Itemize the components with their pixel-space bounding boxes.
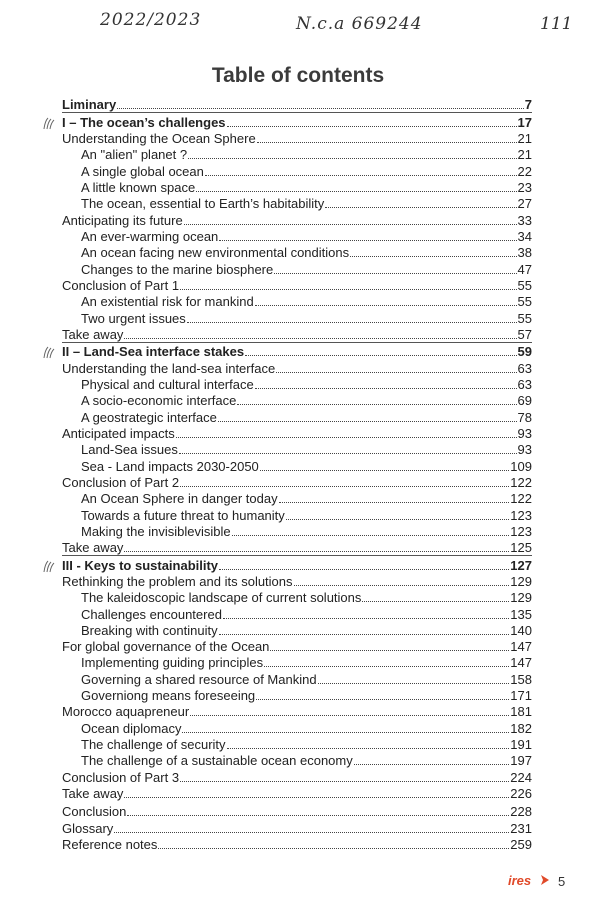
toc-entry-label: The challenge of a sustainable ocean economy	[81, 753, 353, 769]
toc-entry[interactable]	[62, 130, 532, 146]
handwritten-annotations	[0, 6, 596, 36]
toc-entry-page: 191	[510, 737, 532, 753]
toc-entry-label: Changes to the marine biosphere	[81, 261, 274, 277]
toc-entry-label: Anticipating its future	[62, 212, 183, 228]
dot-leader	[227, 748, 510, 749]
toc-entry[interactable]	[62, 392, 532, 408]
dot-leader	[124, 551, 509, 552]
toc-entry-page: 17	[517, 114, 532, 130]
brand-arrow-icon	[541, 875, 549, 885]
toc-entry-label: Land-Sea issues	[81, 442, 178, 458]
dot-leader	[127, 815, 509, 816]
toc-entry-page: 7	[524, 97, 532, 113]
toc-entry[interactable]	[62, 244, 532, 260]
toc-entry-label: A single global ocean	[81, 163, 204, 179]
toc-entry[interactable]	[62, 359, 532, 375]
toc-entry[interactable]	[62, 457, 532, 473]
toc-entry[interactable]	[62, 654, 532, 670]
toc-entry-label: Understanding the Ocean Sphere	[62, 130, 256, 146]
toc-entry-label: Liminary	[62, 97, 117, 113]
toc-entry-label: III - Keys to sustainability	[62, 557, 219, 573]
toc-entry-page: 122	[510, 491, 532, 507]
dot-leader	[294, 585, 510, 586]
toc-entry-page: 21	[517, 130, 532, 146]
toc-entry-label: Sea - Land impacts 2030-2050	[81, 458, 259, 474]
toc-entry[interactable]	[62, 293, 532, 309]
toc-entry-label: A geostrategic interface	[81, 409, 217, 425]
toc-entry-page: 181	[510, 704, 532, 720]
toc-entry-label: An ever-warming ocean	[81, 228, 219, 244]
toc-entry-page: 55	[517, 310, 532, 326]
dot-leader	[286, 519, 510, 520]
handwritten-year: 2022/2023	[100, 10, 202, 30]
toc-entry-page: 93	[517, 425, 532, 441]
dot-leader	[187, 322, 517, 323]
toc-entry-label: I – The ocean’s challenges	[62, 114, 226, 130]
dot-leader	[362, 601, 509, 602]
toc-entry[interactable]	[62, 425, 532, 441]
toc-entry[interactable]	[62, 309, 532, 325]
toc-entry-label: Morocco aquapreneur	[62, 704, 190, 720]
toc-entry-label: Governing a shared resource of Mankind	[81, 671, 317, 687]
dot-leader	[257, 142, 517, 143]
toc-entry-page: 127	[510, 557, 532, 573]
toc-entry[interactable]	[62, 523, 532, 539]
handwritten-number: 111	[540, 14, 573, 34]
toc-entry[interactable]	[62, 589, 532, 605]
dot-leader	[196, 191, 516, 192]
dot-leader	[264, 666, 509, 667]
toc-entry-label: Challenges encountered	[81, 606, 222, 622]
dot-leader	[205, 175, 517, 176]
dot-leader	[117, 108, 524, 109]
toc-entry[interactable]	[62, 539, 532, 555]
dot-leader	[232, 535, 510, 536]
toc-entry-label: Two urgent issues	[81, 310, 186, 326]
toc-entry-label: The ocean, essential to Earth’s habitability	[81, 196, 325, 212]
dot-leader	[276, 372, 516, 373]
toc-entry-page: 259	[510, 837, 532, 853]
toc-entry-page: 147	[510, 639, 532, 655]
toc-entry-label: Physical and cultural interface	[81, 376, 254, 392]
dot-leader	[237, 404, 516, 405]
toc-entry-page: 197	[510, 753, 532, 769]
toc-entry[interactable]	[62, 179, 532, 195]
page-number: 5	[558, 874, 566, 889]
toc-entry[interactable]	[62, 573, 532, 589]
dot-leader	[124, 797, 509, 798]
toc-entry-label: Implementing guiding principles	[81, 655, 264, 671]
toc-entry-page: 63	[517, 376, 532, 392]
toc-entry-page: 38	[517, 245, 532, 261]
toc-entry-label: II – Land-Sea interface stakes	[62, 344, 245, 360]
toc-entry[interactable]	[62, 376, 532, 392]
wave-icon	[42, 345, 58, 359]
toc-entry[interactable]	[62, 506, 532, 522]
toc-entry-page: 33	[517, 212, 532, 228]
toc-entry-label: A little known space	[81, 179, 196, 195]
toc-entry-label: An "alien" planet ?	[81, 147, 188, 163]
toc-entry-label: Conclusion of Part 3	[62, 769, 180, 785]
toc-entry[interactable]	[62, 836, 532, 852]
toc-entry-label: An ocean facing new environmental conditions	[81, 245, 350, 261]
toc-entry-label: Take away	[62, 326, 124, 342]
toc-entry-label: Conclusion of Part 2	[62, 474, 180, 490]
dot-leader	[188, 158, 516, 159]
toc-entry-label: Reference notes	[62, 837, 158, 853]
dot-leader	[114, 832, 509, 833]
toc-entry-label: Making the invisiblevisible	[81, 523, 231, 539]
toc-entry[interactable]	[62, 228, 532, 244]
toc-entry-page: 93	[517, 442, 532, 458]
dot-leader	[256, 699, 509, 700]
toc-entry-page: 47	[517, 261, 532, 277]
toc-entry-label: The challenge of security	[81, 737, 226, 753]
toc-entry[interactable]	[62, 326, 532, 342]
toc-entry-label: An existential risk for mankind	[81, 294, 254, 310]
toc-entry-label: A socio-economic interface	[81, 393, 237, 409]
toc-entry[interactable]	[62, 670, 532, 686]
dot-leader	[227, 126, 517, 127]
page-title: Table of contents	[211, 64, 385, 87]
toc-entry-label: For global governance of the Ocean	[62, 639, 270, 655]
toc-entry-label: Towards a future threat to humanity	[81, 507, 285, 523]
dot-leader	[182, 732, 509, 733]
brand-logo: ires	[508, 873, 532, 888]
toc-entry-label: Conclusion	[62, 804, 127, 820]
toc-entry-label: Ocean diplomacy	[81, 720, 182, 736]
toc-entry-page: 231	[510, 820, 532, 836]
toc-entry-page: 63	[517, 360, 532, 376]
toc-entry-label: The kaleidoscopic landscape of current solutions	[81, 590, 362, 606]
toc-entry-page: 129	[510, 590, 532, 606]
dot-leader	[124, 338, 516, 339]
toc-entry[interactable]	[62, 785, 532, 801]
dot-leader	[219, 634, 510, 635]
table-of-contents	[62, 96, 532, 852]
dot-leader	[218, 421, 517, 422]
toc-entry-page: 226	[510, 786, 532, 802]
dot-leader	[219, 569, 509, 570]
toc-entry-label: Take away	[62, 540, 124, 556]
toc-entry[interactable]	[62, 719, 532, 735]
toc-entry-page: 123	[510, 507, 532, 523]
toc-entry-page: 59	[517, 344, 532, 360]
toc-entry[interactable]	[62, 408, 532, 424]
dot-leader	[325, 207, 516, 208]
toc-entry-page: 27	[517, 196, 532, 212]
dot-leader	[223, 618, 509, 619]
toc-entry[interactable]	[62, 474, 532, 490]
toc-entry-page: 158	[510, 671, 532, 687]
dot-leader	[190, 715, 509, 716]
toc-entry-page: 21	[517, 147, 532, 163]
dot-leader	[260, 470, 510, 471]
toc-entry-page: 129	[510, 573, 532, 589]
toc-entry-page: 55	[517, 294, 532, 310]
toc-entry[interactable]	[62, 736, 532, 752]
toc-entry[interactable]	[62, 622, 532, 638]
dot-leader	[318, 683, 510, 684]
toc-entry-page: 109	[510, 458, 532, 474]
toc-entry-page: 55	[517, 277, 532, 293]
handwritten-code: N.c.a 669244	[296, 14, 423, 34]
toc-entry-page: 34	[517, 228, 532, 244]
dot-leader	[180, 781, 509, 782]
toc-entry-label: Glossary	[62, 820, 114, 836]
dot-leader	[158, 848, 509, 849]
toc-part-heading[interactable]	[62, 556, 532, 572]
toc-entry-page: 123	[510, 523, 532, 539]
dot-leader	[279, 502, 510, 503]
dot-leader	[274, 273, 516, 274]
toc-entry-label: Governiong means foreseeing	[81, 688, 256, 704]
toc-entry[interactable]	[62, 195, 532, 211]
toc-part-heading[interactable]	[62, 113, 532, 129]
toc-entry-label: Understanding the land-sea interface	[62, 360, 276, 376]
toc-entry[interactable]	[62, 211, 532, 227]
toc-entry-label: Anticipated impacts	[62, 425, 175, 441]
dot-leader	[184, 224, 517, 225]
dot-leader	[245, 355, 516, 356]
toc-entry-page: 224	[510, 769, 532, 785]
toc-entry[interactable]	[62, 768, 532, 784]
toc-entry-page: 57	[517, 326, 532, 342]
toc-entry-label: An Ocean Sphere in danger today	[81, 491, 278, 507]
toc-entry[interactable]	[62, 146, 532, 162]
toc-entry[interactable]	[62, 605, 532, 621]
toc-entry[interactable]	[62, 260, 532, 276]
toc-entry-page: 69	[517, 393, 532, 409]
dot-leader	[180, 289, 516, 290]
toc-entry-page: 147	[510, 655, 532, 671]
toc-entry-page: 23	[517, 179, 532, 195]
toc-entry-page: 182	[510, 720, 532, 736]
toc-entry[interactable]	[62, 703, 532, 719]
toc-entry-page: 125	[510, 540, 532, 556]
toc-entry[interactable]	[62, 687, 532, 703]
toc-entry-label: Conclusion of Part 1	[62, 277, 180, 293]
dot-leader	[219, 240, 516, 241]
dot-leader	[180, 486, 509, 487]
wave-icon	[42, 559, 58, 573]
toc-entry-page: 140	[510, 622, 532, 638]
dot-leader	[255, 388, 517, 389]
toc-entry[interactable]	[62, 819, 532, 835]
dot-leader	[270, 650, 509, 651]
toc-entry[interactable]	[62, 638, 532, 654]
dot-leader	[179, 453, 517, 454]
toc-entry-label: Take away	[62, 786, 124, 802]
toc-entry-page: 228	[510, 804, 532, 820]
dot-leader	[255, 305, 517, 306]
toc-entry-page: 135	[510, 606, 532, 622]
toc-entry-label: Breaking with continuity	[81, 622, 218, 638]
dot-leader	[350, 256, 516, 257]
toc-entry-label: Rethinking the problem and its solutions	[62, 573, 293, 589]
toc-entry[interactable]	[62, 752, 532, 768]
wave-icon	[42, 116, 58, 130]
toc-entry[interactable]	[62, 803, 532, 819]
dot-leader	[354, 764, 510, 765]
toc-entry-page: 78	[517, 409, 532, 425]
toc-entry[interactable]	[62, 490, 532, 506]
toc-entry-page: 122	[510, 474, 532, 490]
toc-entry-page: 171	[510, 688, 532, 704]
dot-leader	[176, 437, 517, 438]
toc-entry[interactable]	[62, 441, 532, 457]
toc-part-heading[interactable]	[62, 343, 532, 359]
toc-entry[interactable]	[62, 162, 532, 178]
toc-entry[interactable]	[62, 96, 532, 112]
toc-entry-page: 22	[517, 163, 532, 179]
toc-entry[interactable]	[62, 277, 532, 293]
